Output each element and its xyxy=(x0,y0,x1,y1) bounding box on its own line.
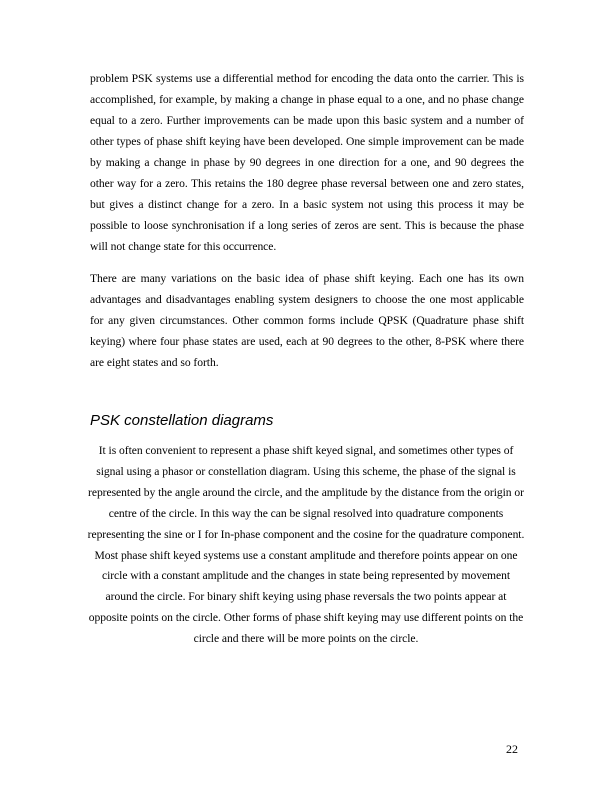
page-number: 22 xyxy=(506,742,518,756)
section-paragraph-constellation: It is often convenient to represent a phase shift keyed signal, and sometimes other types of signal using a phasor or constellation diagram. Using this scheme, the phase of the signal is represented by the angle around the circle, and the amplitude by the distance from the origin or centre of the circle. In this way the can be signal resolved into quadrature components representing the sine or I for In-phase component and the cosine for the quadrature component. Most phase shift keyed systems use a constant amplitude and therefore points appear on one circle with a constant amplitude and the changes in state being represented by movement around the circle. For binary shift keying using phase reversals the two points appear at opposite points on the circle. Other forms of phase shift keying may use different points on the circle and there will be more points on the circle. xyxy=(87,444,525,646)
body-paragraph-psk-variations: There are many variations on the basic idea of phase shift keying. Each one has its own advantages and disadvantages enabling system designers to choose the one most applicable for any given circumstances. Other common forms include QPSK (Quadrature phase shift keying) where four phase states are used, each at 90 degrees to the other, 8-PSK where there are eight states and so forth. xyxy=(90,272,524,369)
body-paragraph-differential-psk: problem PSK systems use a differential method for encoding the data onto the carrier. This is accomplished, for example, by making a change in phase equal to a one, and no phase change equal to a zero. Further improvements can be made upon this basic system and a number of other types of phase shift keying have been developed. One simple improvement can be made by making a change in phase by 90 degrees in one direction for a one, and 90 degrees the other way for a zero. This retains the 180 degree phase reversal between one and zero states, but gives a distinct change for a zero. In a basic system not using this process it may be possible to loose synchronisation if a long series of zeros are sent. This is because the phase will not change state for this occurrence. xyxy=(90,72,524,253)
section-heading: PSK constellation diagrams xyxy=(90,412,274,429)
